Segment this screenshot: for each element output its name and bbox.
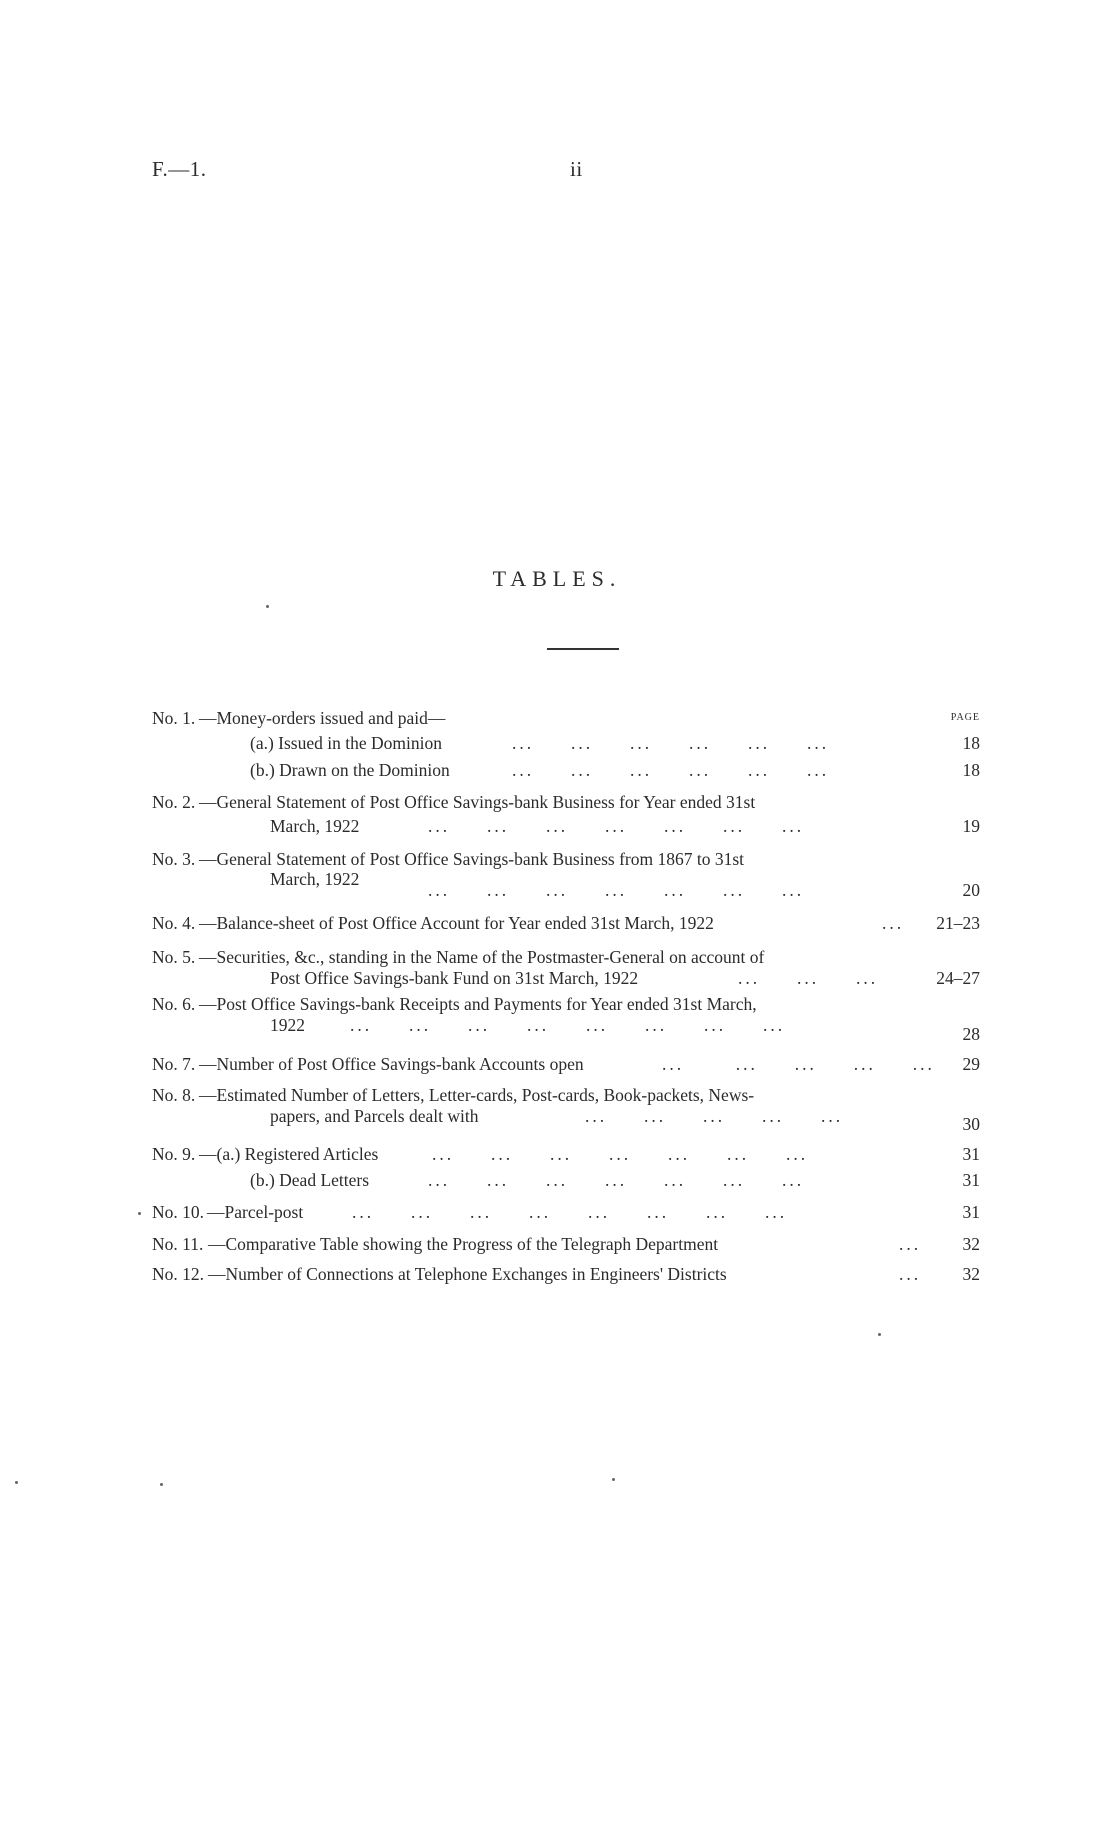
entry-page: 18 bbox=[962, 733, 980, 753]
entry-page: 31 bbox=[962, 1202, 980, 1222]
entry-number: No. 3. bbox=[152, 849, 196, 869]
entry-title: —Parcel-post bbox=[207, 1202, 304, 1222]
leader-dots: ... ... ... ... ... ... ... bbox=[428, 1170, 805, 1190]
toc-entry-5 bbox=[152, 946, 980, 968]
entry-number: No. 9. bbox=[152, 1144, 196, 1164]
entry-page: 30 bbox=[962, 1114, 980, 1134]
entry-number: No. 1. bbox=[152, 708, 196, 728]
entry-number: No. 2. bbox=[152, 792, 196, 812]
page-title: TABLES. bbox=[492, 566, 622, 591]
entry-page: 31 bbox=[962, 1144, 980, 1164]
scan-speck bbox=[15, 1481, 18, 1484]
leader-dots: ... ... ... bbox=[738, 968, 879, 988]
toc-entry-1a bbox=[152, 732, 980, 754]
entry-page: 18 bbox=[962, 760, 980, 780]
entry-number: No. 8. bbox=[152, 1085, 196, 1105]
title-rule bbox=[547, 648, 619, 650]
leader-dots: ... ... ... ... ... ... ... bbox=[428, 816, 805, 836]
entry-title: —Balance-sheet of Post Office Account for Year ended 31st March, 1922 bbox=[199, 913, 714, 933]
entry-title: (a.) Issued in the Dominion bbox=[250, 733, 442, 753]
entry-title: —Post Office Savings-bank Receipts and Payments for Year ended 31st March, bbox=[199, 994, 757, 1014]
entry-number: No. 4. bbox=[152, 913, 196, 933]
entry-number: No. 6. bbox=[152, 994, 196, 1014]
entry-title: —Number of Connections at Telephone Exchanges in Engineers' Districts bbox=[208, 1264, 727, 1284]
toc-entry-10 bbox=[152, 1201, 980, 1223]
entry-title: —Money-orders issued and paid— bbox=[199, 708, 446, 728]
entry-title: —General Statement of Post Office Savings-bank Business for Year ended 31st bbox=[199, 792, 756, 812]
toc-entry-8-page bbox=[152, 1113, 980, 1135]
toc-entry-1 bbox=[152, 707, 980, 729]
entry-page: 20 bbox=[962, 880, 980, 900]
entry-title: —Estimated Number of Letters, Letter-cards, Post-cards, Book-packets, News- bbox=[199, 1085, 755, 1105]
entry-title-continued: papers, and Parcels dealt with bbox=[270, 1106, 479, 1126]
toc-entry-6 bbox=[152, 993, 980, 1015]
scan-speck bbox=[138, 1212, 141, 1215]
toc-entry-9a bbox=[152, 1143, 980, 1165]
scan-speck bbox=[878, 1333, 881, 1336]
leader-dots: ... bbox=[899, 1264, 922, 1284]
entry-title: —General Statement of Post Office Savings-bank Business from 1867 to 31st bbox=[199, 849, 745, 869]
leader-dots: ... ... ... ... ... ... ... bbox=[432, 1144, 809, 1164]
page-number: ii bbox=[570, 157, 583, 181]
document-reference: F.—1. bbox=[152, 157, 207, 181]
leader-dots: ... ... ... ... ... ... bbox=[512, 733, 830, 753]
entry-page: 19 bbox=[962, 816, 980, 836]
toc-entry-3-leader bbox=[152, 879, 980, 901]
entry-number: No. 5. bbox=[152, 947, 196, 967]
toc-entry-11 bbox=[152, 1233, 980, 1255]
entry-title-continued: Post Office Savings-bank Fund on 31st March, 1922 bbox=[270, 968, 639, 988]
leader-dots: ... ... ... ... ... ... bbox=[512, 760, 830, 780]
entry-number: No. 10. bbox=[152, 1202, 205, 1222]
leader-dots: ... ... ... ... ... bbox=[585, 1106, 844, 1126]
entry-page: 28 bbox=[962, 1024, 980, 1044]
leader-dots: ... ... ... ... ... ... ... bbox=[428, 880, 805, 900]
toc-entry-5-cont bbox=[152, 967, 980, 989]
leader-dots: ... ... ... ... ... ... ... ... bbox=[352, 1202, 788, 1222]
entry-title: —(a.) Registered Articles bbox=[199, 1144, 379, 1164]
toc-entry-4 bbox=[152, 912, 980, 934]
entry-title: —Securities, &c., standing in the Name of the Postmaster-General on account of bbox=[199, 947, 765, 967]
toc-entry-2-cont bbox=[152, 815, 980, 837]
entry-title: (b.) Dead Letters bbox=[250, 1170, 370, 1190]
entry-title-continued: March, 1922 bbox=[270, 816, 360, 836]
toc-entry-12 bbox=[152, 1263, 980, 1285]
entry-page: 32 bbox=[962, 1264, 980, 1284]
leader-dots: ... ... ... ... ... bbox=[662, 1054, 935, 1074]
entry-page: 31 bbox=[962, 1170, 980, 1190]
entry-number: No. 11. bbox=[152, 1234, 204, 1254]
entry-page: 29 bbox=[962, 1054, 980, 1074]
scan-speck bbox=[266, 605, 269, 608]
entry-number: No. 7. bbox=[152, 1054, 196, 1074]
toc-entry-9b bbox=[152, 1169, 980, 1191]
entry-number: No. 12. bbox=[152, 1264, 205, 1284]
entry-title-continued: March, 1922 bbox=[270, 869, 360, 889]
entry-title: (b.) Drawn on the Dominion bbox=[250, 760, 450, 780]
scan-speck bbox=[612, 1478, 615, 1481]
entry-title-continued: 1922 bbox=[270, 1015, 305, 1035]
entry-page: 21–23 bbox=[936, 913, 980, 933]
toc-entry-7 bbox=[152, 1053, 980, 1075]
entry-title: —Number of Post Office Savings-bank Accounts open bbox=[199, 1054, 584, 1074]
page-heading-label: PAGE bbox=[950, 712, 980, 723]
toc-entry-3 bbox=[152, 848, 980, 870]
leader-dots: ... bbox=[882, 913, 905, 933]
entry-page: 24–27 bbox=[936, 968, 980, 988]
leader-dots: ... bbox=[899, 1234, 922, 1254]
toc-entry-2 bbox=[152, 791, 980, 813]
toc-entry-1b bbox=[152, 759, 980, 781]
entry-title: —Comparative Table showing the Progress of the Telegraph Department bbox=[208, 1234, 719, 1254]
entry-page: 32 bbox=[962, 1234, 980, 1254]
scan-speck bbox=[160, 1483, 163, 1486]
leader-dots: ... ... ... ... ... ... ... ... bbox=[350, 1015, 786, 1035]
toc-entry-8 bbox=[152, 1084, 980, 1106]
toc-entry-6-page bbox=[152, 1023, 980, 1045]
